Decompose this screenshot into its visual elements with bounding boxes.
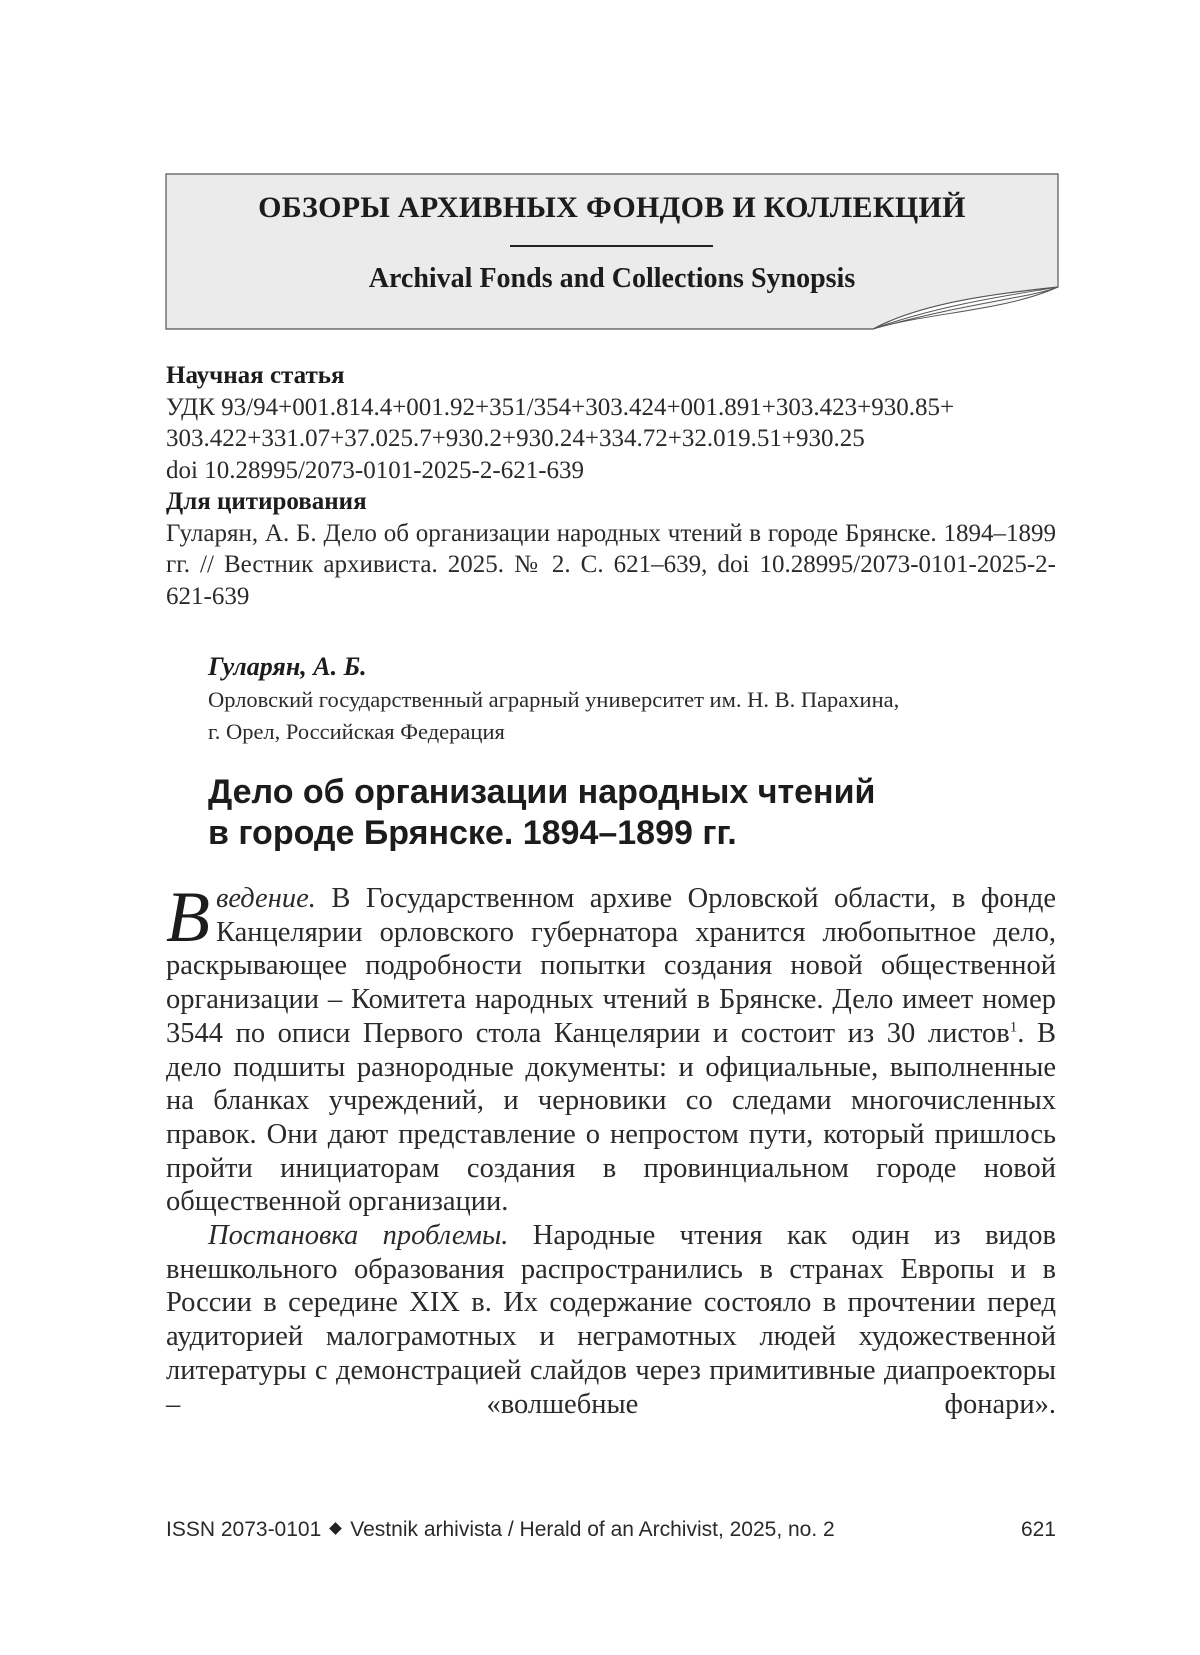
intro-label: ведение. bbox=[215, 883, 316, 914]
footer-issn: ISSN 2073-0101 bbox=[166, 1518, 322, 1541]
diamond-icon bbox=[329, 1522, 342, 1535]
section-title-en: Archival Fonds and Collections Synopsis bbox=[368, 263, 856, 294]
article-title-line-1: Дело об организации народных чтений bbox=[208, 773, 876, 811]
intro-text-continued: . В дело подшиты разнородные документы: и официальные, выполненные на бланках учреждений, и черновики со следами многочисленных правок. Они дают представление о непростом пути, который пришлось пройти инициаторам создания в провинциальном городе новой общественной организации. bbox=[166, 1017, 1057, 1218]
doi: doi 10.28995/2073-0101-2025-2-621-639 bbox=[166, 456, 585, 484]
drop-cap: В bbox=[166, 877, 210, 957]
problem-text: Народные чтения как один из видов внешкольного образования распространились в странах Европы и в России в середине XIX в. Их содержание состояло в прочтении перед аудиторией малограмотных и неграмотных людей художественной литературы с демонстрацией слайдов через примитивные диапроекторы – «волшебные фонари». bbox=[166, 1220, 1056, 1420]
author-affiliation-2: г. Орел, Российская Федерация bbox=[208, 719, 505, 744]
paragraph-introduction bbox=[166, 877, 1057, 1219]
article-metadata bbox=[166, 360, 1056, 612]
footer-journal-info bbox=[166, 1518, 835, 1542]
section-title-ru: ОБЗОРЫ АРХИВНЫХ ФОНДОВ И КОЛЛЕКЦИЙ bbox=[258, 191, 966, 224]
intro-text: В Государственном архиве Орловской области, в фонде Канцелярии орловского губернатора хранится любопытное дело, раскрывающее подробности попытки создания новой общественной организации – Комитета народных чтений в Брянске. Дело имеет номер 3544 по описи Первого стола Канцелярии и состоит из 30 листов bbox=[166, 883, 1056, 1049]
author-block bbox=[208, 650, 1058, 748]
footer-journal: Vestnik arhivista / Herald of an Archivist, 2025, no. 2 bbox=[350, 1518, 835, 1541]
article-type: Научная статья bbox=[166, 362, 345, 389]
udk-line-1: УДК 93/94+001.814.4+001.92+351/354+303.424+001.891+303.423+930.85+ bbox=[166, 393, 955, 421]
author-affiliation-1: Орловский государственный аграрный университет им. Н. В. Парахина, bbox=[208, 687, 900, 712]
author-name: Гуларян, А. Б. bbox=[208, 652, 367, 681]
article-title bbox=[208, 772, 1058, 854]
citation-label: Для цитирования bbox=[166, 488, 367, 515]
section-divider bbox=[510, 245, 713, 247]
article-title-line-2: в городе Брянске. 1894–1899 гг. bbox=[208, 814, 737, 852]
udk-line-2: 303.422+331.07+37.025.7+930.2+930.24+334.72+32.019.51+930.25 bbox=[166, 425, 865, 452]
article-body bbox=[166, 877, 1057, 1421]
page-number: 621 bbox=[1020, 1518, 1056, 1541]
paragraph-problem bbox=[166, 1219, 1056, 1421]
citation-text: Гуларян, А. Б. Дело об организации народных чтений в городе Брянске. 1894–1899 гг. // Вестник архивиста. 2025. № 2. С. 621–639, doi 10.28995/2073-0101-2025-2-621-639 bbox=[166, 519, 1056, 610]
section-header-box bbox=[165, 173, 1059, 331]
footnote-ref[interactable]: 1 bbox=[1009, 1019, 1018, 1036]
problem-label: Постановка проблемы. bbox=[208, 1220, 509, 1252]
